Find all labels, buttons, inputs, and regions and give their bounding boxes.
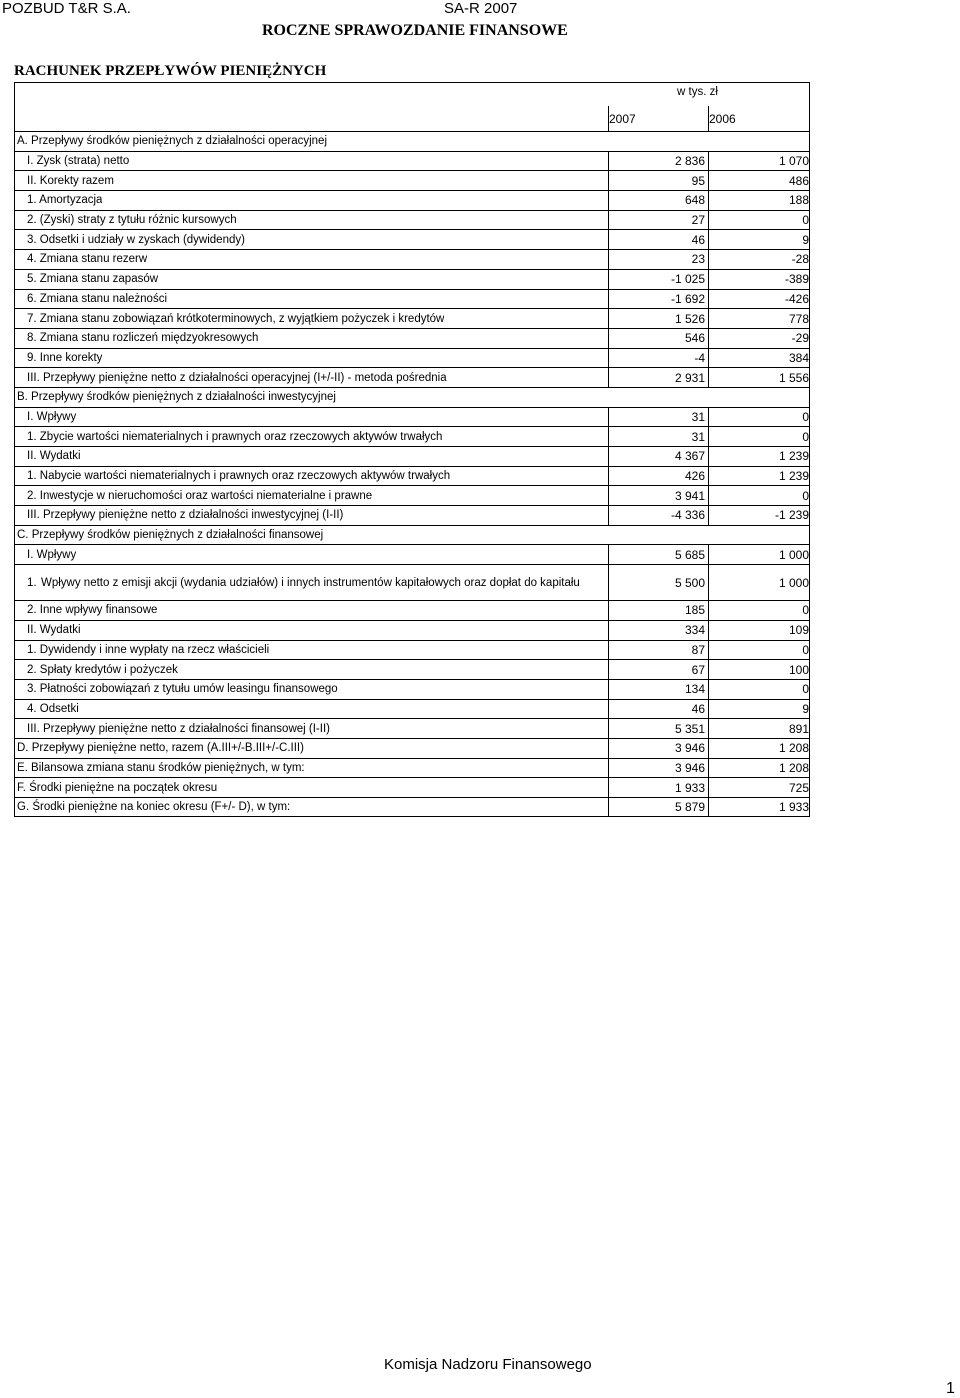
table-row — [14, 190, 810, 210]
row-label: E. Bilansowa zmiana stanu środków pieniężnych, w tym: — [17, 761, 305, 774]
row-label: 1. Nabycie wartości niematerialnych i prawnych oraz rzeczowych aktywów trwałych — [27, 470, 451, 483]
table-row — [14, 505, 810, 525]
value-2007: 5 500 — [674, 575, 705, 590]
value-2007: 648 — [684, 193, 705, 208]
table-row — [14, 426, 810, 446]
value-2006: 1 239 — [778, 449, 809, 464]
value-2006: 0 — [802, 213, 809, 228]
value-2007: 67 — [691, 662, 705, 677]
table-row — [14, 699, 810, 719]
table-row — [14, 407, 810, 427]
col-header-2006: 2006 — [709, 112, 736, 126]
table-row — [14, 170, 810, 190]
value-2006: 1 208 — [778, 760, 809, 775]
value-2007: 5 685 — [674, 547, 705, 562]
table-row — [14, 229, 810, 249]
value-2006: 100 — [788, 662, 809, 677]
table-row — [14, 328, 810, 348]
section-title: RACHUNEK PRZEPŁYWÓW PIENIĘŻNYCH — [14, 63, 327, 79]
page-number: 1 — [946, 1380, 955, 1397]
value-2007: 3 941 — [674, 488, 705, 503]
table-row — [14, 797, 810, 817]
value-2006: 0 — [802, 429, 809, 444]
table-row — [14, 151, 810, 171]
table-row — [14, 738, 810, 758]
row-number: 1. — [27, 576, 37, 589]
unit-label: w tys. zł — [677, 86, 718, 98]
value-2006: 1 208 — [778, 741, 809, 756]
table-row — [14, 348, 810, 368]
table-row — [14, 718, 810, 738]
value-2006: 9 — [802, 232, 809, 247]
value-2007: 5 351 — [674, 721, 705, 736]
table-row — [14, 525, 810, 545]
value-2007: 1 526 — [674, 311, 705, 326]
row-label: 1. Zbycie wartości niematerialnych i prawnych oraz rzeczowych aktywów trwałych — [27, 430, 443, 443]
table-row — [14, 620, 810, 640]
row-label: III. Przepływy pieniężne netto z działalności operacyjnej (I+/-II) - metoda pośrednia — [27, 371, 447, 384]
value-2007: 87 — [691, 642, 705, 657]
row-label: A. Przepływy środków pieniężnych z działalności operacyjnej — [17, 135, 328, 148]
value-2007: -4 — [694, 350, 705, 365]
value-2006 — [708, 526, 811, 545]
table-row — [14, 679, 810, 699]
row-label: 5. Zmiana stanu zapasów — [27, 273, 159, 286]
value-2006: 109 — [788, 623, 809, 638]
value-2007: 46 — [691, 701, 705, 716]
table-row — [14, 367, 810, 387]
row-label: 3. Odsetki i udziały w zyskach (dywidendy) — [27, 233, 245, 246]
value-2006: -389 — [784, 272, 809, 287]
value-2006: 384 — [788, 350, 809, 365]
row-label: 2. Inne wpływy finansowe — [27, 604, 158, 617]
value-2006: 1 070 — [778, 154, 809, 169]
value-2006: 0 — [802, 682, 809, 697]
row-label: 2. Spłaty kredytów i pożyczek — [27, 663, 178, 676]
footer-organization: Komisja Nadzoru Finansowego — [384, 1356, 592, 1373]
row-label: 2. (Zyski) straty z tytułu różnic kursowych — [27, 214, 237, 227]
col-header-2007: 2007 — [609, 112, 636, 126]
row-label: II. Korekty razem — [27, 174, 114, 187]
value-2007 — [611, 526, 707, 545]
table-header — [14, 82, 810, 131]
table-row — [14, 289, 810, 309]
table-row — [14, 466, 810, 486]
value-2007: 185 — [684, 603, 705, 618]
value-2007: 426 — [684, 469, 705, 484]
value-2007: 27 — [691, 213, 705, 228]
row-label: 7. Zmiana stanu zobowiązań krótkoterminowych, z wyjątkiem pożyczek i kredytów — [27, 312, 445, 325]
row-label: 6. Zmiana stanu należności — [27, 292, 167, 305]
cash-flow-table — [14, 82, 810, 817]
company-name: POZBUD T&R S.A. — [2, 0, 131, 17]
row-label: 3. Płatności zobowiązań z tytułu umów leasingu finansowego — [27, 683, 338, 696]
row-label: I. Wpływy — [27, 548, 77, 561]
value-2007: 5 879 — [674, 799, 705, 814]
row-label: III. Przepływy pieniężne netto z działalności inwestycyjnej (I-II) — [27, 509, 344, 522]
value-2007: 134 — [684, 682, 705, 697]
row-label: 8. Zmiana stanu rozliczeń międzyokresowych — [27, 332, 259, 345]
row-label: B. Przepływy środków pieniężnych z działalności inwestycyjnej — [17, 391, 336, 404]
report-title: ROCZNE SPRAWOZDANIE FINANSOWE — [262, 22, 568, 39]
row-label: 1. Dywidendy i inne wypłaty na rzecz właścicieli — [27, 643, 270, 656]
value-2006: 0 — [802, 409, 809, 424]
value-2007: -1 025 — [670, 272, 705, 287]
table-row — [14, 758, 810, 778]
value-2006: 188 — [788, 193, 809, 208]
value-2007: -4 336 — [670, 508, 705, 523]
value-2007: 3 946 — [674, 741, 705, 756]
table-row — [14, 600, 810, 620]
value-2006: 1 556 — [778, 370, 809, 385]
value-2007 — [611, 388, 707, 407]
value-2006: 486 — [788, 173, 809, 188]
value-2007: 31 — [691, 429, 705, 444]
table-row — [14, 249, 810, 269]
row-label: 4. Odsetki — [27, 702, 79, 715]
row-label: Wpływy netto z emisji akcji (wydania udziałów) i innych instrumentów kapitałowych oraz dopłat do kapitału — [41, 576, 580, 589]
document-id: SA-R 2007 — [444, 0, 518, 17]
row-label: D. Przepływy pieniężne netto, razem (A.III+/-B.III+/-C.III) — [17, 742, 304, 755]
value-2007: 2 931 — [674, 370, 705, 385]
row-label: F. Środki pieniężne na początek okresu — [17, 781, 218, 794]
row-label: II. Wydatki — [27, 624, 81, 637]
value-2007: 546 — [684, 331, 705, 346]
row-label: 9. Inne korekty — [27, 351, 103, 364]
value-2006: 0 — [802, 603, 809, 618]
value-2006: 1 000 — [778, 547, 809, 562]
value-2006: 778 — [788, 311, 809, 326]
value-2006 — [708, 388, 811, 407]
table-row — [14, 446, 810, 466]
value-2007: 95 — [691, 173, 705, 188]
value-2007: 46 — [691, 232, 705, 247]
table-row — [14, 564, 810, 600]
value-2006: -426 — [784, 291, 809, 306]
table-row — [14, 131, 810, 151]
row-label: I. Zysk (strata) netto — [27, 155, 130, 168]
value-2006: -1 239 — [774, 508, 809, 523]
table-row — [14, 387, 810, 407]
value-2007: 3 946 — [674, 760, 705, 775]
row-label: 4. Zmiana stanu rezerw — [27, 253, 148, 266]
value-2007: 334 — [684, 623, 705, 638]
value-2007: 23 — [691, 252, 705, 267]
table-row — [14, 777, 810, 797]
value-2007: 1 933 — [674, 780, 705, 795]
row-label: I. Wpływy — [27, 410, 77, 423]
value-2007: 31 — [691, 409, 705, 424]
row-label: 2. Inwestycje w nieruchomości oraz wartości niematerialne i prawne — [27, 489, 373, 502]
value-2007: -1 692 — [670, 291, 705, 306]
value-2006: 1 239 — [778, 469, 809, 484]
value-2006: -28 — [791, 252, 809, 267]
value-2006: 0 — [802, 488, 809, 503]
value-2006: 9 — [802, 701, 809, 716]
table-row — [14, 485, 810, 505]
table-row — [14, 269, 810, 289]
value-2006: -29 — [791, 331, 809, 346]
table-row — [14, 210, 810, 230]
table-row — [14, 308, 810, 328]
row-label: G. Środki pieniężne na koniec okresu (F+/- D), w tym: — [17, 800, 291, 813]
value-2006 — [708, 132, 811, 151]
value-2006: 0 — [802, 642, 809, 657]
value-2006: 891 — [788, 721, 809, 736]
value-2007: 4 367 — [674, 449, 705, 464]
value-2007 — [611, 132, 707, 151]
table-row — [14, 640, 810, 660]
value-2006: 1 000 — [778, 575, 809, 590]
row-label: 1. Amortyzacja — [27, 194, 103, 207]
value-2006: 725 — [788, 780, 809, 795]
table-row — [14, 544, 810, 564]
table-row — [14, 659, 810, 679]
value-2006: 1 933 — [778, 799, 809, 814]
row-label: C. Przepływy środków pieniężnych z działalności finansowej — [17, 529, 324, 542]
row-label: III. Przepływy pieniężne netto z działalności finansowej (I-II) — [27, 722, 330, 735]
row-label: II. Wydatki — [27, 450, 81, 463]
value-2007: 2 836 — [674, 154, 705, 169]
